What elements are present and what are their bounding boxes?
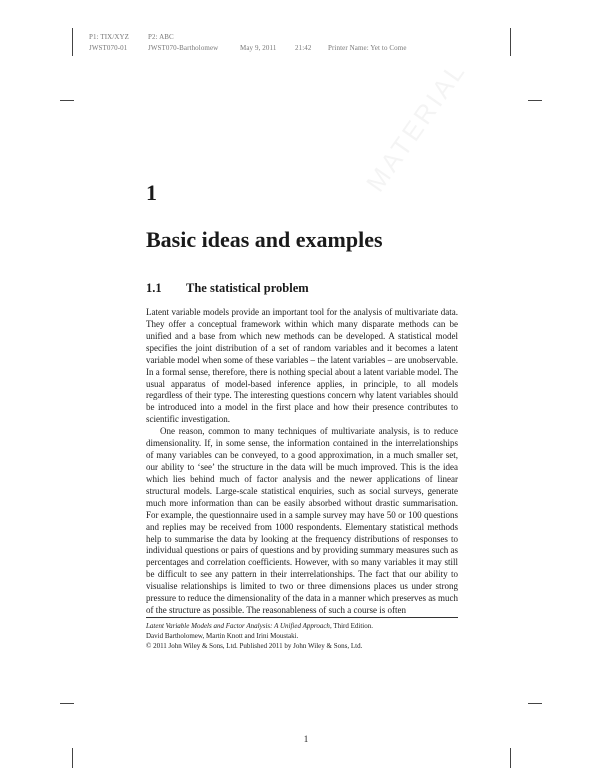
chapter-title: Basic ideas and examples: [146, 227, 383, 252]
footnote-edition: , Third Edition.: [329, 622, 373, 630]
crop-mark: [510, 28, 511, 56]
footnote-rule: [146, 617, 458, 618]
section-heading: [146, 281, 309, 296]
footnote-book-line: [146, 622, 476, 631]
crop-mark: [528, 100, 542, 101]
section-title: The statistical problem: [186, 281, 309, 295]
crop-mark: [510, 748, 511, 768]
paragraph: Latent variable models provide an important tool for the analysis of multivariate data. They offer a conceptual framework within which many disparate methods can be unified and a base from which new methods can be developed. A statistical model specifies the joint distribution of a set of random variables and it becomes a latent variable model when some of these variables – the latent variables – are unobservable. In a formal sense, therefore, there is nothing special about a latent variable model. The usual apparatus of model-based inference applies, in principle, to all models regardless of their type. The interesting questions concern why latent variables should be introduced into a model in the first place and how their presence contributes to scientific investigation.: [146, 307, 458, 425]
crop-mark: [528, 703, 542, 704]
body-text: [146, 307, 458, 617]
header-p2: P2: ABC: [148, 33, 174, 41]
header-time: 21:42: [295, 44, 312, 52]
crop-mark: [72, 28, 73, 56]
footnote-authors: David Bartholomew, Martin Knott and Irini Moustaki.: [146, 632, 299, 640]
page-number: 1: [303, 734, 309, 744]
crop-mark: [60, 100, 74, 101]
watermark: [360, 55, 473, 197]
header-jobcode: JWST070-01: [89, 44, 128, 52]
header-printer: Printer Name: Yet to Come: [328, 44, 407, 52]
footnote-book-title: Latent Variable Models and Factor Analysis: A Unified Approach: [146, 622, 330, 630]
crop-mark: [60, 703, 74, 704]
header-p1: P1: TIX/XYZ: [89, 33, 130, 41]
footnote-copyright: © 2011 John Wiley & Sons, Ltd. Published 2011 by John Wiley & Sons, Ltd.: [146, 642, 363, 650]
crop-mark: [72, 748, 73, 768]
section-number: 1.1: [146, 281, 162, 295]
paragraph: One reason, common to many techniques of multivariate analysis, is to reduce dimensionality. If, in some sense, the information contained in the interrelationships of many variables can be conveyed, to a good approximation, in a much smaller set, our ability to ‘see’ the structure in the data will be much improved. This is the idea which lies behind much of factor analysis and the newer applications of linear structural models. Large-scale statistical enquiries, such as social surveys, generate much more information than can be easily absorbed without drastic summarisation. For example, the questionnaire used in a sample survey may have 50 or 100 questions and replies may be received from 1000 respondents. Elementary statistical methods help to summarise the data by looking at the frequency distributions of responses to individual questions or pairs of questions and by providing summary measures such as percentages and correlation coefficients. However, with so many variables it may still be difficult to see any pattern in their interrelationships. The fact that our ability to visualise relationships is limited to two or three dimensions places us under strong pressure to reduce the dimensionality of the data in a manner which preserves as much of the structure as possible. The reasonableness of such a course is often: [146, 426, 458, 616]
chapter-number: 1: [146, 180, 157, 205]
header-filename: JWST070-Bartholomew: [148, 44, 219, 52]
header-date: May 9, 2011: [240, 44, 277, 52]
